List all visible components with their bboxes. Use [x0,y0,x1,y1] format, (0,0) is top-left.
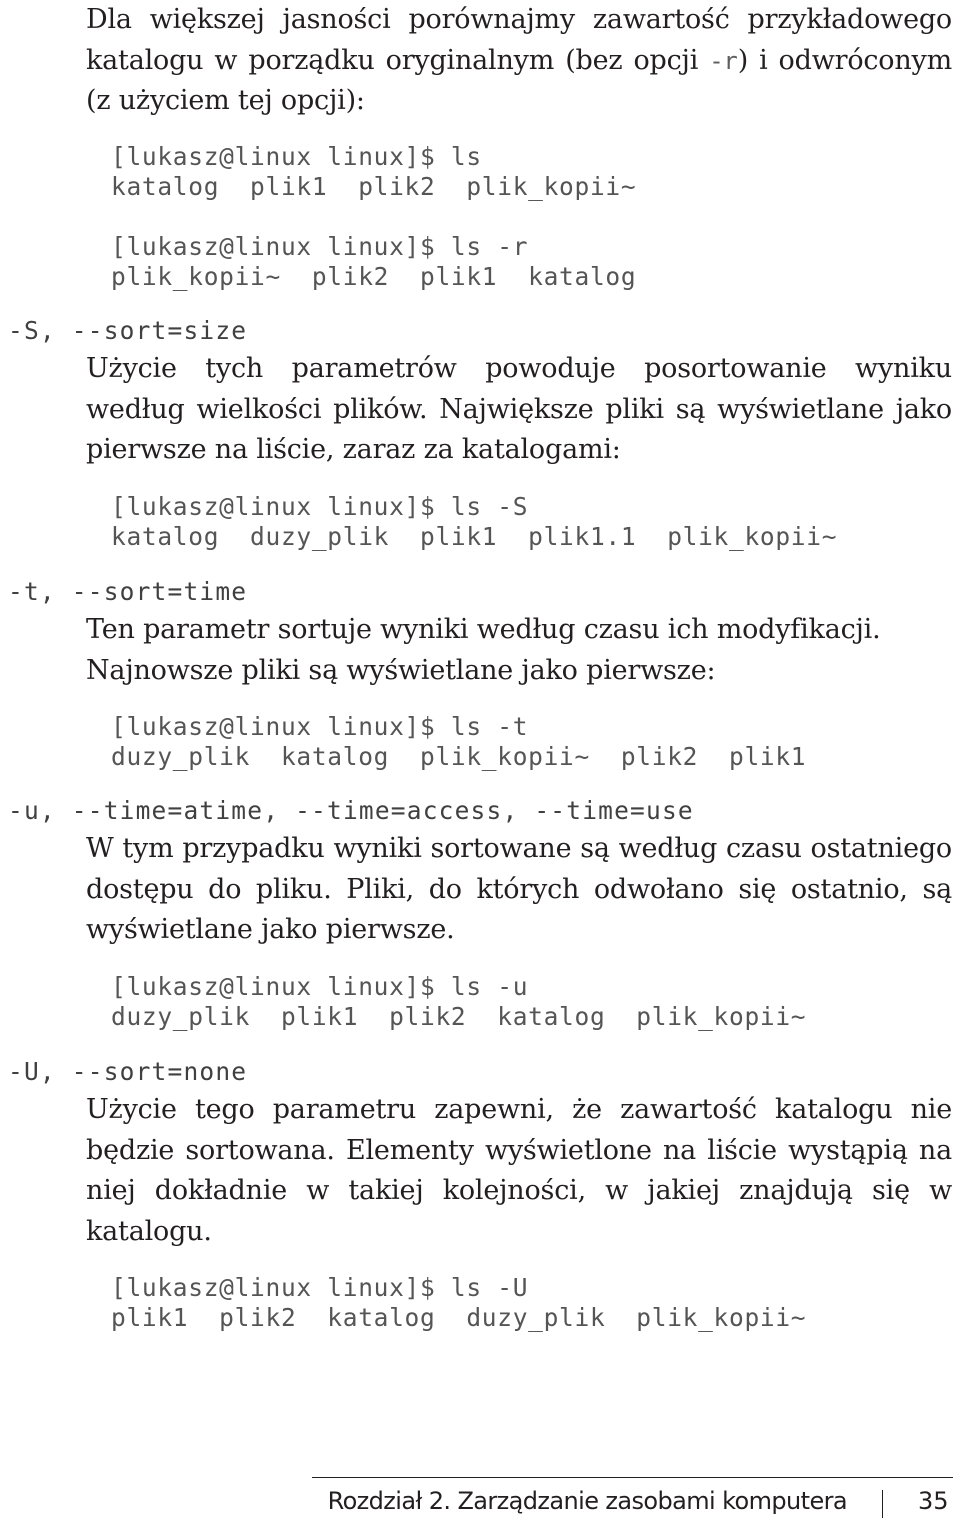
code-output: katalog plik1 plik2 plik_kopii~ [111,172,637,201]
code-output: duzy_plik plik1 plik2 katalog plik_kopii~ [111,1002,807,1031]
code-block-ls [111,142,636,202]
code-command: [lukasz@linux linux]$ ls -U [111,1273,529,1302]
option-term-sort-none: -U, --sort=none [8,1057,248,1086]
code-block-ls-r [111,232,636,292]
code-command: [lukasz@linux linux]$ ls -r [111,232,529,261]
option-term-sort-size: -S, --sort=size [8,316,248,345]
code-block-ls-t [111,712,806,772]
code-output: katalog duzy_plik plik1 plik1.1 plik_kopii~ [111,522,838,551]
code-command: [lukasz@linux linux]$ ls -u [111,972,529,1001]
code-command: [lukasz@linux linux]$ ls -S [111,492,529,521]
footer-rule [312,1477,953,1478]
option-term-sort-time: -t, --sort=time [8,577,248,606]
code-output: plik1 plik2 katalog duzy_plik plik_kopii~ [111,1303,807,1332]
code-output: plik_kopii~ plik2 plik1 katalog [111,262,637,291]
footer-separator [882,1490,883,1518]
code-command: [lukasz@linux linux]$ ls [111,142,482,171]
option-description-sort-time: Ten parametr sortuje wyniki według czasu ich modyfikacji. Najnowsze pliki są wyświetlane jako pierwsze: [86,614,881,686]
option-description-time-atime: W tym przypadku wyniki sortowane są według czasu ostatniego dostępu do pliku. Pliki, do których odwołano się ostatnio, są wyświetlane jako pierwsze. [86,833,952,945]
code-output: duzy_plik katalog plik_kopii~ plik2 plik1 [111,742,807,771]
intro-inline-option: -r [709,46,738,75]
code-command: [lukasz@linux linux]$ ls -t [111,712,529,741]
intro-text-after: ) i odwróconym (z użyciem tej opcji): [86,44,952,116]
footer-page-number: 35 [918,1487,949,1515]
intro-paragraph [86,0,952,122]
option-description-sort-none: Użycie tego parametru zapewni, że zawartość katalogu nie będzie sortowana. Elementy wyświetlone na liście wystąpią na niej dokładnie w takiej kolejności, w jakiej znajdują się w katalogu. [86,1094,952,1247]
code-block-ls-u [111,972,806,1032]
option-description-sort-size: Użycie tych parametrów powoduje posortowanie wyniku według wielkości plików. Największe pliki są wyświetlane jako pierwsze na liście, zaraz za katalogami: [86,353,952,465]
code-block-ls-S [111,492,837,552]
footer-chapter-title: Rozdział 2. Zarządzanie zasobami komputera [327,1487,847,1515]
option-term-time-atime: -u, --time=atime, --time=access, --time=use [8,796,694,825]
intro-text-before: Dla większej jasności porównajmy zawartość przykładowego katalogu w porządku oryginalnym (bez opcji [86,4,952,76]
code-block-ls-U [111,1273,806,1333]
